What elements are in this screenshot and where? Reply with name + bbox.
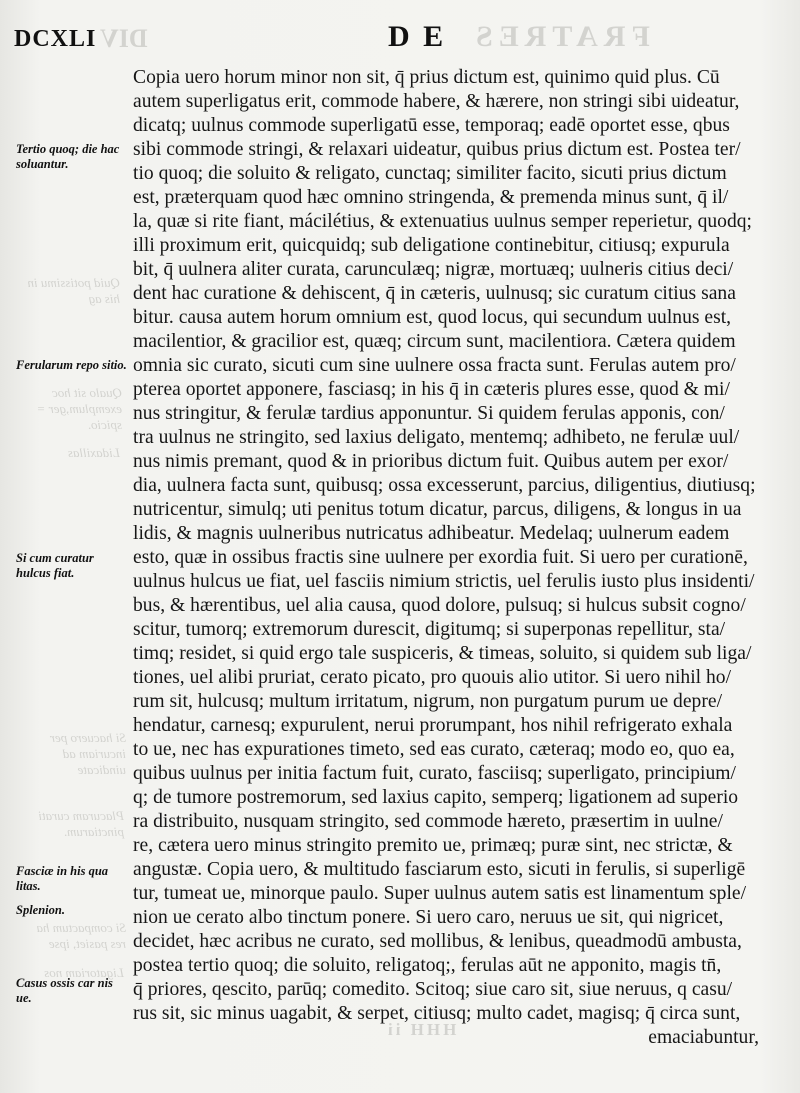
text-line: scitur, tumorq; extremorum durescit, digitumq; si superponas repellitur, sta/ — [133, 619, 726, 640]
text-line: sibi commode stringi, & relaxari uideatur, quibus prius dictum est. Postea ter/ — [133, 139, 741, 160]
text-line: q; de tumore postremorum, sed laxius capito, semperq; ligationem ad superio — [133, 787, 739, 808]
text-line: est, præterquam quod hæc omnino stringenda, & premenda minus sunt, q̄ il/ — [133, 187, 729, 208]
bleed-through-header-right: FRATRES — [470, 20, 650, 53]
text-line: bitur. causa autem horum omnium est, quod locus, qui secundum uulnus est, — [133, 307, 732, 328]
page-folio: DCXLI — [14, 26, 97, 52]
text-line: postea tertio quoq; die soluito, religatoq;, ferulas aūt ne apponito, magis tn̄, — [133, 955, 722, 976]
margin-note: Tertio quoq; die hac soluantur. — [16, 142, 120, 171]
text-line: nus stringitur, & ferulæ tardius apponuntur. Si quidem ferulas apponis, con/ — [133, 403, 725, 424]
running-head: D E — [388, 20, 447, 53]
text-line: quibus uulnus per initia factum fuit, curato, fasciisq; superligato, principium/ — [133, 763, 736, 784]
text-line: bit, q̄ uulnera aliter curata, carunculæq; nigræ, mortuæq; uulneris citius deci/ — [133, 259, 734, 280]
text-line: omnia sic curato, sicuti cum sine uulnere ossa fracta sunt. Ferulas autem pro/ — [133, 355, 736, 376]
bleed-through-margin-note: Placuram curati pinctiarum. — [38, 808, 124, 839]
text-line: Copia uero horum minor non sit, q̄ prius dictum est, quinimo quid plus. Cū — [133, 67, 720, 88]
text-line: pterea oportet apponere, fasciasq; in his q̄ in cæteris plures esse, quod & mi/ — [133, 379, 730, 400]
text-line: uulnus hulcus ue fiat, uel fasciis nimium strictis, uel ferulis iusto plus insidenti/ — [133, 571, 755, 592]
text-line: tio quoq; die soluito & religato, cunctaq; similiter facito, sicuti prius dictum — [133, 163, 727, 184]
bleed-through-margin-note: Si hacuero per incuriam ad uindicate — [49, 730, 126, 777]
text-line: decidet, hæc acribus ne curato, sed mollibus, & lenibus, queadmodū ambusta, — [133, 931, 742, 952]
bleed-through-header-left: DIV — [100, 24, 148, 53]
bleed-through-signature: HHH ii — [385, 1020, 457, 1039]
main-text-block — [133, 66, 781, 1050]
text-line: la, quæ si rite fiant, mácilétius, & extenuatius uulnus semper reperietur, quodq; — [133, 211, 752, 232]
margin-note: Splenion. — [16, 903, 65, 917]
text-line: tra uulnus ne stringito, sed laxius deligato, mentemq; adhibeto, ne ferulæ uul/ — [133, 427, 740, 448]
text-line: dicatq; uulnus commode superligatū esse, temporaq; eadē oportet esse, qbus — [133, 115, 730, 136]
margin-note: Casus ossis car nis ue. — [16, 976, 113, 1005]
text-line: nion ue cerato albo tinctum ponere. Si uero caro, neruus ue sit, qui nigricet, — [133, 907, 724, 928]
text-line: illi proximum erit, quicquidq; sub deligatione continebitur, citiusq; expurula — [133, 235, 730, 256]
text-line: dia, uulnera facta sunt, quibusq; ossa excesserunt, parcius, diligentius, diutiusq; — [133, 475, 756, 496]
text-line: angustæ. Copia uero, & multitudo fasciarum esto, sicuti in ferulis, si superligē — [133, 859, 746, 880]
text-line: lidis, & magnis uulneribus nutricatus adhibeatur. Medelaq; uulnerum eadem — [133, 523, 730, 544]
text-line: re, cætera uero minus stringito premito ue, primæq; puræ sint, nec strictæ, & — [133, 835, 733, 856]
bleed-through-margin-note: Si compactum ha res pasiet, ipse — [36, 920, 126, 951]
text-line: rum sit, hulcusq; multum irritatum, nigrum, non purgatum purum ue depre/ — [133, 691, 723, 712]
text-line: tur, tumeat ue, minorque paulo. Super uulnus autem satis est linamentum sple/ — [133, 883, 747, 904]
margin-note: Fasciæ in his qua litas. — [16, 864, 109, 893]
text-line: esto, quæ in ossibus fractis sine uulnere per exordia fuit. Si uero per curationē, — [133, 547, 748, 568]
bleed-through-margin-note: Qualo sit hoc exemplum,ger = spicio. — [36, 385, 122, 432]
text-line: hendatur, carnesq; expurulent, nerui prorumpant, hos nihil refrigerato exhala — [133, 715, 733, 736]
text-line: macilentior, & gracilior est, quæq; circum sunt, macilentiora. Cætera quidem — [133, 331, 736, 352]
bleed-through-margin-note: Ligatoriam nos — [44, 965, 124, 980]
text-line: to ue, nec has expurationes timeto, sed eas curato, cæteraq; modo eo, quo ea, — [133, 739, 735, 760]
text-line: nus nimis premant, quod & in prioribus dictum fuit. Quibus autem per exor/ — [133, 451, 729, 472]
margin-note: Ferularum repo sitio. — [16, 358, 127, 372]
text-line: dent hac curatione & dehiscent, q̄ in cæteris, uulnusq; sic curatum citius sana — [133, 283, 736, 304]
text-line: tiones, uel alibi pruriat, cerato picato, pro quouis alio utitor. Si uero nihil ho/ — [133, 667, 732, 688]
bleed-through-margin-note: Lidaxillas — [67, 445, 120, 460]
catchword-line: emaciabuntur, — [648, 1027, 759, 1048]
text-line: nutricentur, simulq; uti penitus totum dicatur, parcus, diligens, & longus in ua — [133, 499, 742, 520]
margin-note: Si cum curatur hulcus fiat. — [16, 551, 94, 580]
text-line: ra distribuito, nusquam stringito, sed commode hæreto, præsertim in uulne/ — [133, 811, 723, 832]
text-line: q̄ priores, qescito, parūq; comedito. Scitoq; siue caro sit, siue neruus, q casu/ — [133, 979, 733, 1000]
text-line: timq; residet, si quid ergo tale suspiceris, & timeas, soluito, si quidem sub liga/ — [133, 643, 752, 664]
text-line: autem superligatus erit, commode habere, & hærere, non stringi sibi uideatur, — [133, 91, 740, 112]
text-line: bus, & hærentibus, uel alia causa, quod dolore, pulsuq; si hulcus subsit cogno/ — [133, 595, 746, 616]
bleed-through-margin-note: Quid potissimu in his ag — [27, 275, 120, 306]
text-line: rus sit, sic minus uagabit, & serpet, citiusq; multo cadet, magisq; q̄ circa sunt, — [133, 1003, 741, 1024]
